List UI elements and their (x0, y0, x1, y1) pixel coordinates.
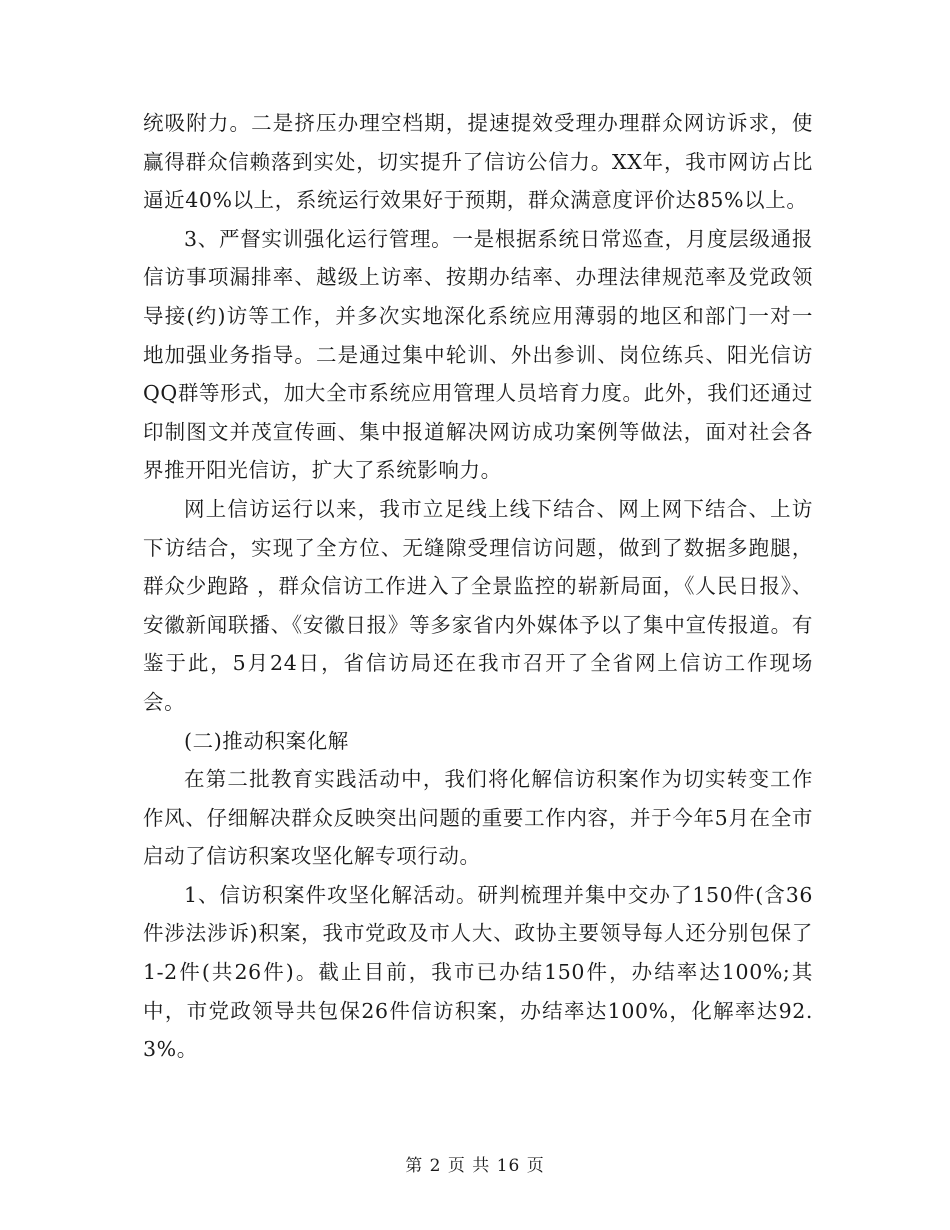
document-body (143, 104, 813, 1069)
paragraph-4: 在第二批教育实践活动中，我们将化解信访积案作为切实转变工作作风、仔细解决群众反映突出问题的重要工作内容，并于今年5月在全市启动了信访积案攻坚化解专项行动。 (143, 767, 813, 869)
paragraph-5: 1、信访积案件攻坚化解活动。研判梳理并集中交办了150件(含36件涉法涉诉)积案，我市党政及市人大、政协主要领导每人还分别包保了1-2件(共26件)。截止目前，我市已办结150件，办结率达100%;其中，市党政领导共包保26件信访积案，办结率达100%，化解率达92.3%。 (143, 882, 813, 1062)
paragraph-3: 网上信访运行以来，我市立足线上线下结合、网上网下结合、上访下访结合，实现了全方位、无缝隙受理信访问题，做到了数据多跑腿，群众少跑路 ，群众信访工作进入了全景监控的崭新局面，《人民日报》、安徽新闻联播、《安徽日报》等多家省内外媒体予以了集中宣传报道。有鉴于此，5月24日，省信访局还在我市召开了全省网上信访工作现场会。 (143, 496, 813, 714)
paragraph-1: 统吸附力。二是挤压办理空档期，提速提效受理办理群众网访诉求，使赢得群众信赖落到实处，切实提升了信访公信力。XX年，我市网访占比逼近40%以上，系统运行效果好于预期，群众满意度评价达85%以上。 (143, 111, 813, 213)
section-heading: (二)推动积案化解 (184, 728, 349, 753)
page-footer: 第 2 页 共 16 页 (405, 1156, 545, 1176)
paragraph-2: 3、严督实训强化运行管理。一是根据系统日常巡查，月度层级通报信访事项漏排率、越级上访率、按期办结率、办理法律规范率及党政领导接(约)访等工作，并多次实地深化系统应用薄弱的地区和部门一对一地加强业务指导。二是通过集中轮训、外出参训、岗位练兵、阳光信访QQ群等形式，加大全市系统应用管理人员培育力度。此外，我们还通过印制图文并茂宣传画、集中报道解决网访成功案例等做法，面对社会各界推开阳光信访，扩大了系统影响力。 (143, 226, 813, 483)
